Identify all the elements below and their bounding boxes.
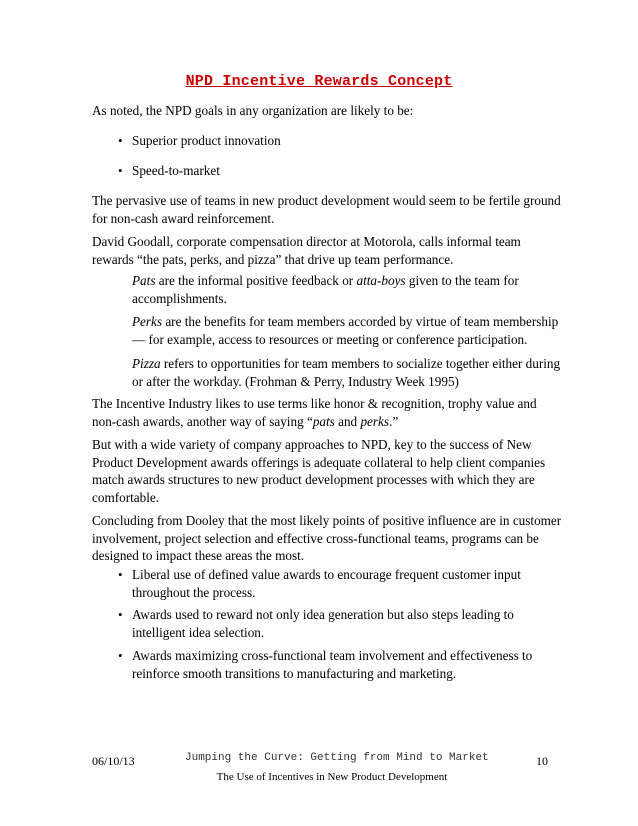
- industry-end: .”: [389, 413, 399, 429]
- perks-definition: [132, 313, 562, 348]
- goodall-paragraph: David Goodall, corporate compensation director at Motorola, calls informal team rewards “the pats, perks, and pizza” that drive up team performance.: [92, 234, 521, 267]
- industry-text: The Incentive Industry likes to use terms like honor & recognition, trophy value and non-cash awards, another way of saying “: [92, 396, 537, 429]
- goal-item: Superior product innovation: [132, 133, 281, 148]
- action-item: Liberal use of defined value awards to encourage frequent customer input throughout the process.: [132, 567, 521, 600]
- goal-item: Speed-to-market: [132, 163, 220, 178]
- pats-text-end: given to the team for accomplishments.: [132, 273, 519, 306]
- action-item: Awards used to reward not only idea generation but also steps leading to intelligent idea selection.: [132, 607, 514, 640]
- footer-running-title: Jumping the Curve: Getting from Mind to Market: [185, 752, 489, 764]
- industry-paragraph: [92, 395, 562, 430]
- perks-term: Perks: [132, 314, 163, 329]
- variety-paragraph: But with a wide variety of company approaches to NPD, key to the success of New Product Development awards offerings is adequate collateral to help client companies match awards structures to new product development processes with which they are comfortable.: [92, 437, 546, 505]
- pizza-text: refers to opportunities for team members to socialize together either during or after the workday. (Frohman & Perry, Industry Week 1995): [132, 356, 561, 389]
- footer-date: 06/10/13: [92, 754, 135, 768]
- footer-subtitle: The Use of Incentives in New Product Development: [216, 771, 448, 783]
- pizza-definition: [132, 355, 562, 390]
- atta-boys-term: atta-boys: [356, 273, 406, 288]
- pizza-term: Pizza: [132, 356, 161, 371]
- dooley-paragraph: Concluding from Dooley that the most likely points of positive influence are in customer involvement, project selection and effective cross-functional teams, programs can be designed to impact these areas the most.: [92, 513, 562, 563]
- footer-page-number: 10: [536, 754, 548, 768]
- intro-paragraph: As noted, the NPD goals in any organization are likely to be:: [92, 103, 414, 118]
- bullet-icon: •: [118, 133, 123, 148]
- bullet-icon: •: [118, 567, 123, 582]
- pats-definition: [132, 272, 562, 307]
- action-item: Awards maximizing cross-functional team involvement and effectiveness to reinforce smooth transitions to manufacturing and marketing.: [132, 648, 533, 681]
- industry-and: and: [334, 413, 361, 429]
- perks-term-inline: perks: [360, 413, 390, 429]
- bullet-icon: •: [118, 163, 123, 178]
- perks-text: are the benefits for team members accorded by virtue of team membership — for example, access to resources or meeting or conference participation.: [132, 314, 559, 347]
- pats-text: are the informal positive feedback or: [155, 273, 357, 288]
- pats-term: Pats: [132, 273, 156, 288]
- pats-term-inline: pats: [312, 413, 335, 429]
- bullet-icon: •: [118, 607, 123, 622]
- bullet-icon: •: [118, 648, 123, 663]
- teams-paragraph: The pervasive use of teams in new product development would seem to be fertile ground for non-cash award reinforcement.: [92, 193, 561, 226]
- page-title: NPD Incentive Rewards Concept: [185, 73, 453, 90]
